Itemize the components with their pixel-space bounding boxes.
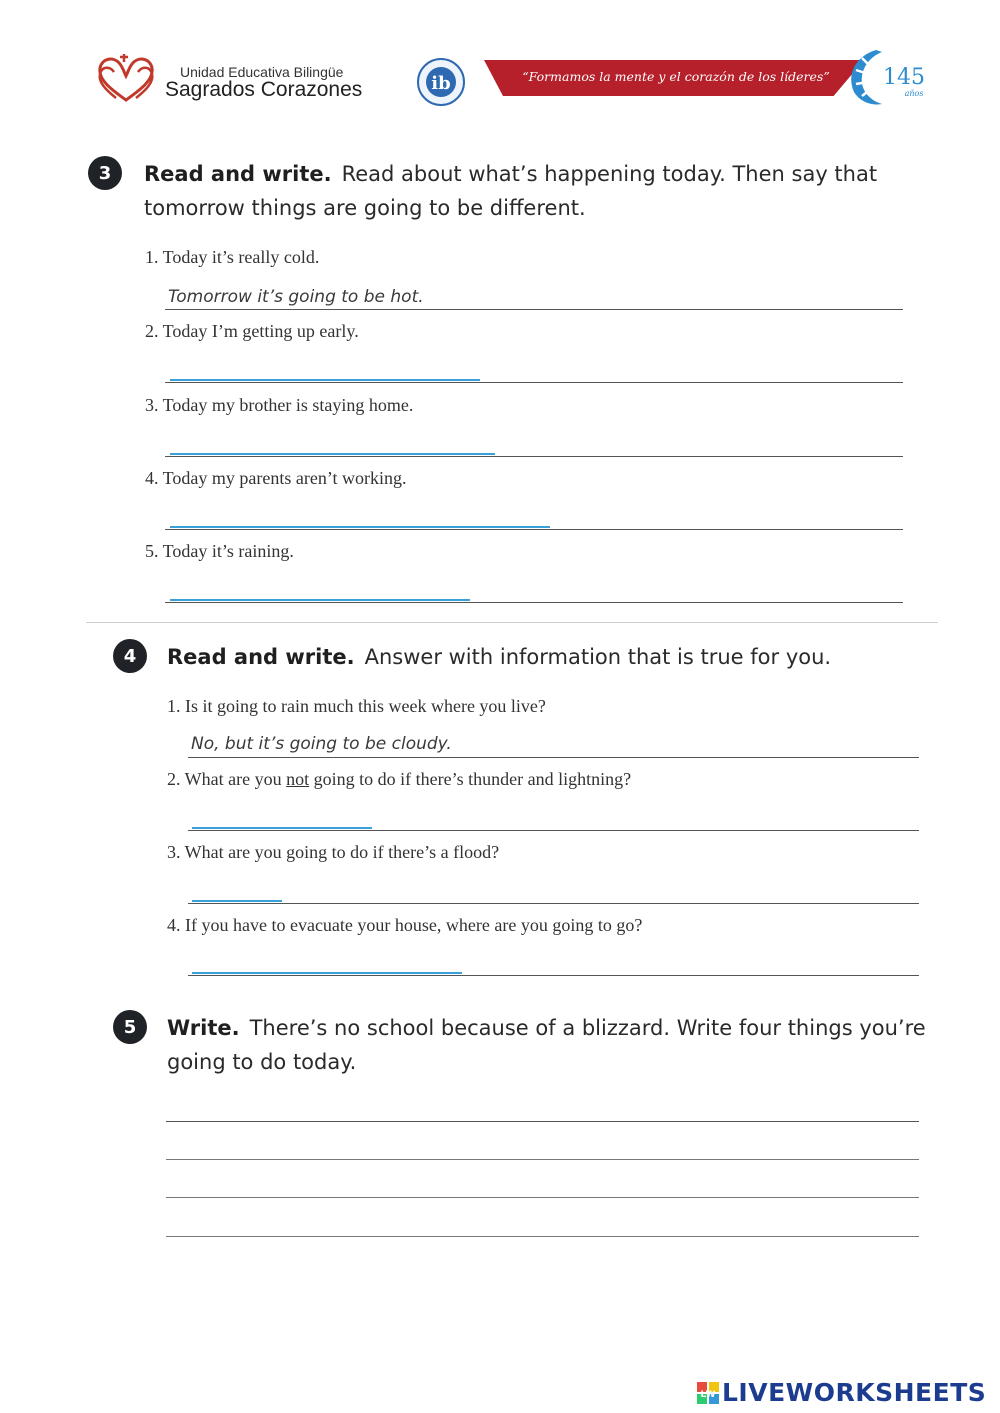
ex4-q2-prompt-emphasis: not	[286, 769, 310, 789]
ex5-writing-line-3[interactable]	[166, 1197, 919, 1198]
ex3-q2-answer-line[interactable]	[165, 382, 903, 383]
ex3-q1-answer-line	[165, 309, 903, 310]
ex4-q2-prompt	[167, 769, 631, 790]
exercise-5-number: 5	[113, 1010, 147, 1044]
exercise-4-heading	[167, 640, 831, 674]
school-name-line2: Sagrados Corazones	[165, 78, 363, 101]
exercise-3-heading	[144, 157, 877, 191]
section-divider	[86, 622, 938, 623]
school-hearts-logo-icon	[94, 52, 158, 104]
exercise-5-instruction-line2: going to do today.	[167, 1050, 357, 1074]
ex3-q4-answer-line[interactable]	[165, 529, 903, 530]
ex3-q5-prompt: 5. Today it’s raining.	[145, 541, 294, 561]
exercise-3-number: 3	[88, 156, 122, 190]
ex5-writing-line-2[interactable]	[166, 1159, 919, 1160]
ex3-q3-prompt: 3. Today my brother is staying home.	[145, 395, 414, 415]
anniversary-145-logo-icon	[842, 44, 934, 108]
ex3-q3-answer-line[interactable]	[165, 456, 903, 457]
ex3-q2-prompt: 2. Today I’m getting up early.	[145, 321, 359, 341]
liveworksheets-brand[interactable]: LIVEWORKSHEETS	[722, 1378, 987, 1407]
ex4-q2-answer-input[interactable]	[192, 827, 372, 829]
exercise-5-instruction-line1: There’s no school because of a blizzard. Write four things you’re	[249, 1016, 926, 1040]
ex3-q4-prompt: 4. Today my parents aren’t working.	[145, 468, 407, 488]
ex5-writing-line-1[interactable]	[166, 1121, 919, 1122]
ex3-q1-prompt: 1. Today it’s really cold.	[145, 247, 320, 267]
school-name-line1: Unidad Educativa Bilingüe	[180, 64, 344, 80]
anniversary-number: 145	[883, 65, 925, 90]
ex5-writing-line-4[interactable]	[166, 1236, 919, 1237]
liveworksheets-badge-icon	[697, 1382, 719, 1404]
ib-world-school-logo-icon	[408, 56, 474, 108]
liveworksheets-badge-letters: LW	[700, 1390, 716, 1400]
ex3-q5-answer-line[interactable]	[165, 602, 903, 603]
ex3-q5-answer-input[interactable]	[170, 599, 470, 601]
exercise-4-lead: Read and write.	[167, 645, 355, 669]
ex3-q3-answer-input[interactable]	[170, 453, 495, 455]
ex3-q1-answer: Tomorrow it’s going to be hot.	[168, 287, 424, 307]
exercise-4-number: 4	[113, 639, 147, 673]
exercise-4-instruction: Answer with information that is true for you.	[364, 645, 832, 669]
ex4-q4-answer-input[interactable]	[192, 972, 462, 974]
ex4-q2-prompt-start: 2. What are you	[167, 769, 287, 789]
ex4-q3-answer-line[interactable]	[188, 903, 919, 904]
exercise-3-instruction-line2: tomorrow things are going to be different.	[144, 196, 586, 220]
exercise-3-lead: Read and write.	[144, 162, 332, 186]
exercise-5-lead: Write.	[167, 1016, 240, 1040]
ex4-q3-answer-input[interactable]	[192, 900, 282, 902]
ex4-q1-answer-line	[188, 757, 919, 758]
ex4-q2-prompt-end: going to do if there’s thunder and lightning?	[309, 769, 632, 789]
school-motto: “Formamos la mente y el corazón de los líderes”	[522, 69, 830, 84]
ib-logo-text: ib	[431, 73, 451, 94]
exercise-3-instruction-line1: Read about what’s happening today. Then say that	[341, 162, 878, 186]
ex4-q1-prompt: 1. Is it going to rain much this week where you live?	[167, 696, 546, 716]
ex4-q2-answer-line[interactable]	[188, 830, 919, 831]
exercise-5-heading	[167, 1011, 926, 1045]
ex4-q4-answer-line[interactable]	[188, 975, 919, 976]
ex4-q4-prompt: 4. If you have to evacuate your house, where are you going to go?	[167, 915, 643, 935]
ex4-q3-prompt: 3. What are you going to do if there’s a flood?	[167, 842, 500, 862]
anniversary-word: años	[904, 89, 924, 98]
ex3-q2-answer-input[interactable]	[170, 379, 480, 381]
ex3-q4-answer-input[interactable]	[170, 526, 550, 528]
ex4-q1-answer: No, but it’s going to be cloudy.	[191, 734, 452, 754]
